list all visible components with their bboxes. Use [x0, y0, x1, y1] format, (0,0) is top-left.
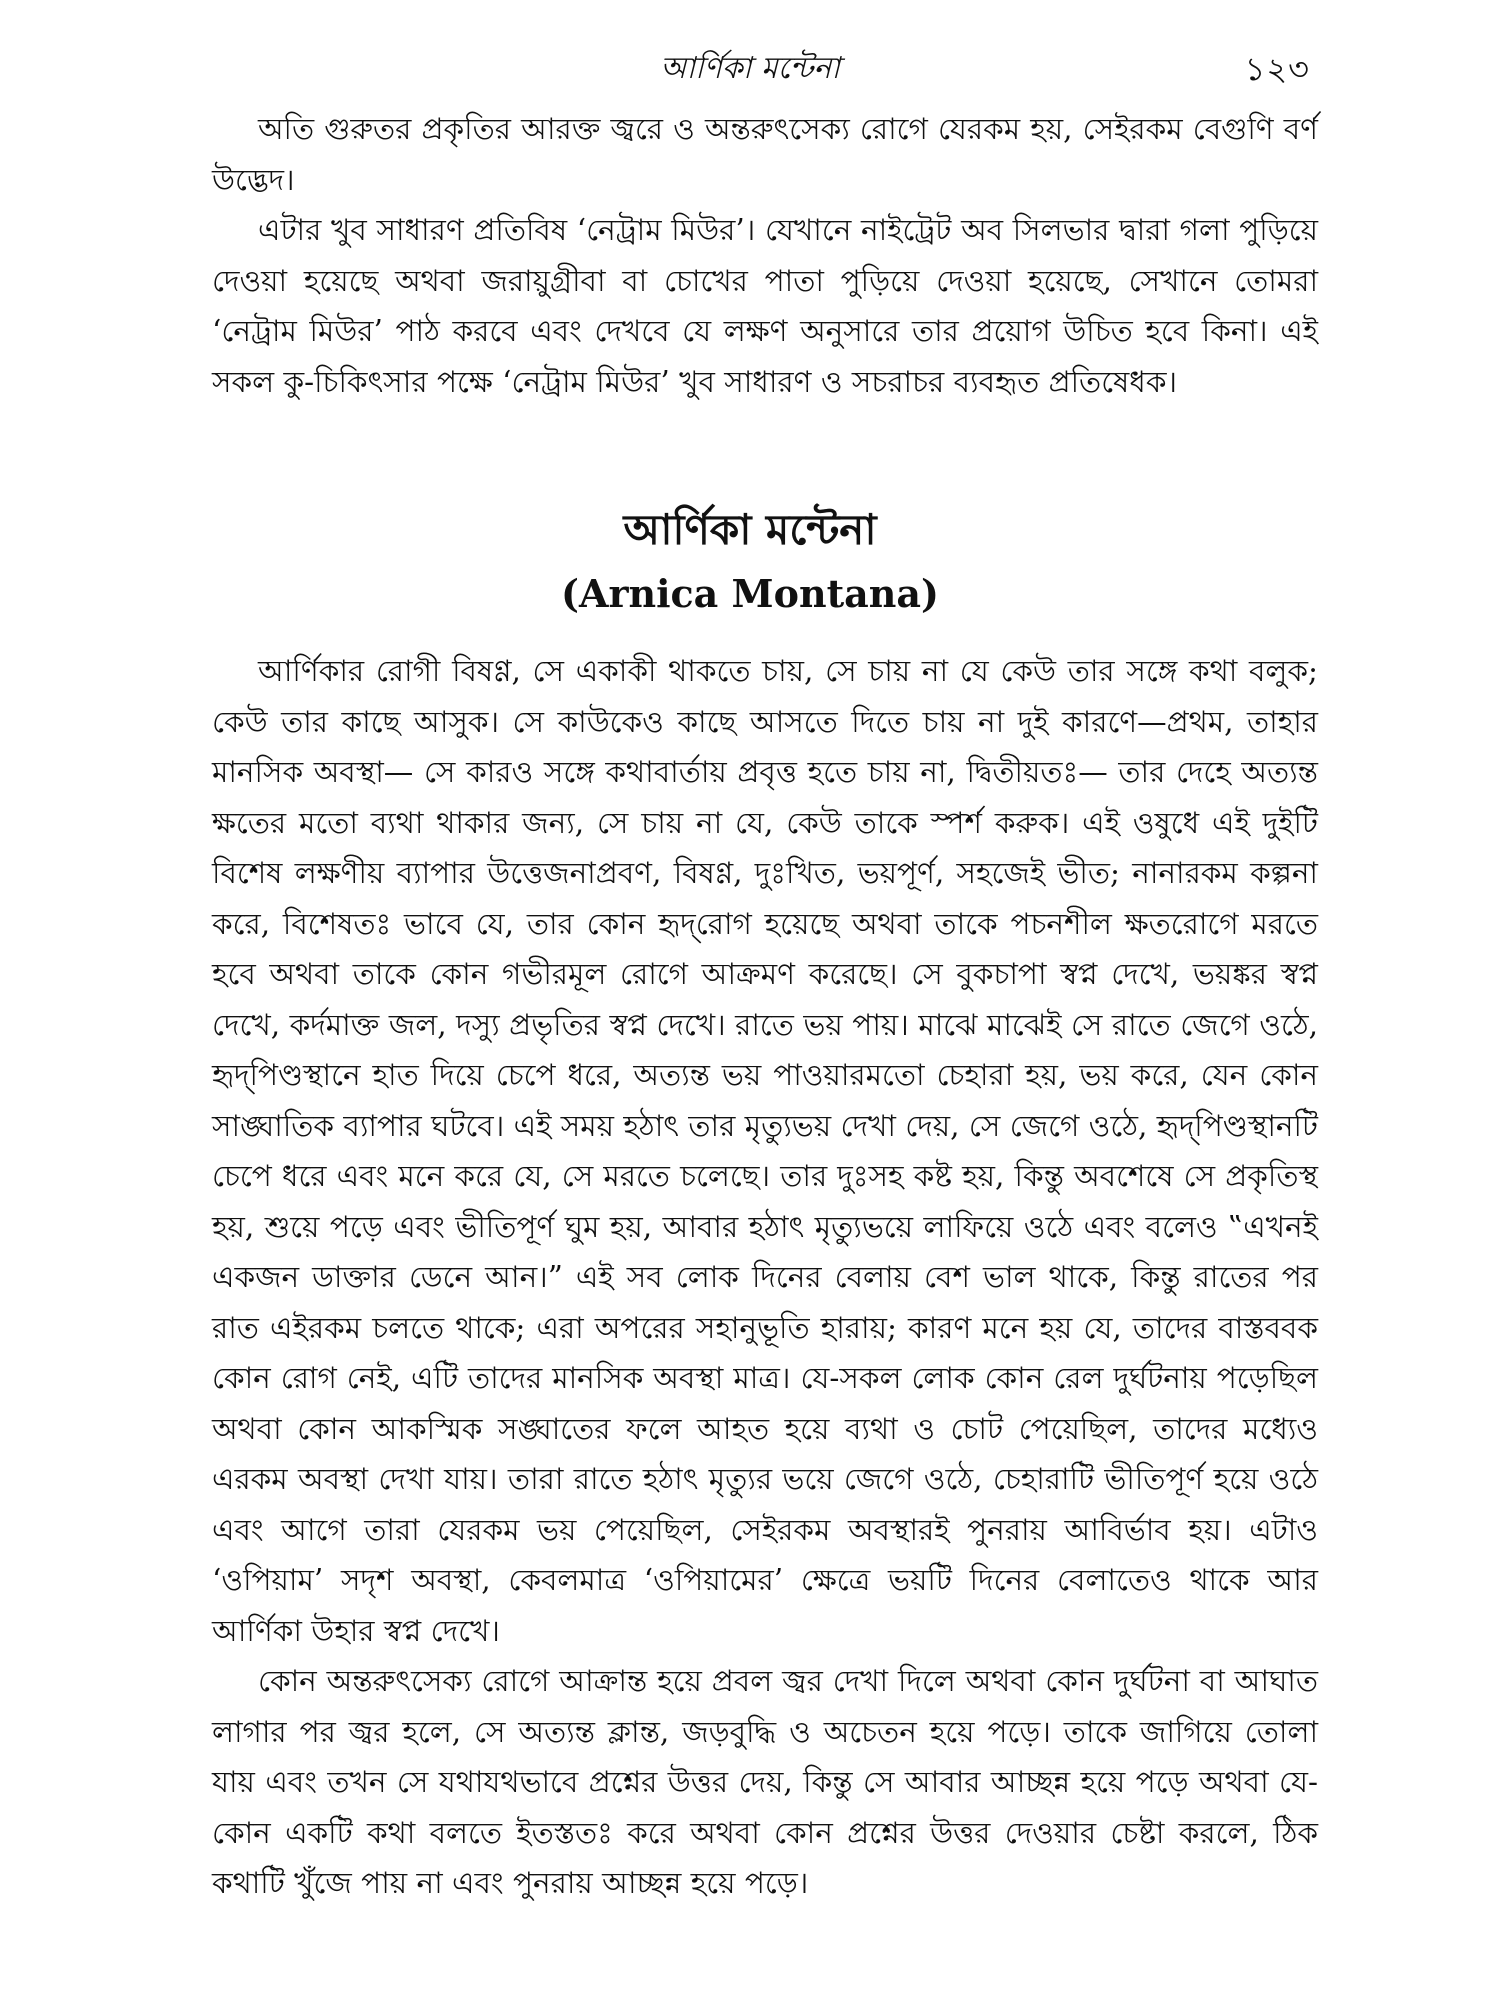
- section-title-bengali: আর্ণিকা মন্টেনা: [623, 505, 877, 554]
- section-paragraph: কোন অন্তরুৎসেক্য রোগে আক্রান্ত হয়ে প্রবল জ্বর দেখা দিলে অথবা কোন দুর্ঘটনা বা আঘাত লাগার পর জ্বর হলে, সে অত্যন্ত ক্লান্ত, জড়বুদ্ধি ও অচেতন হয়ে পড়ে। তাকে জাগিয়ে তোলা যায় এবং তখন সে যথাযথভাবে প্রশ্নের উত্তর দেয়, কিন্তু সে আবার আচ্ছন্ন হয়ে পড়ে অথবা যে-কোন একটি কথা বলতে ইতস্ততঃ করে অথবা কোন প্রশ্নের উত্তর দেওয়ার চেষ্টা করলে, ঠিক কথাটি খুঁজে পায় না এবং পুনরায় আচ্ছন্ন হয়ে পড়ে।: [212, 1664, 1318, 1900]
- intro-text-block: [212, 104, 1318, 407]
- running-header: [0, 44, 1500, 94]
- running-title: আর্ণিকা মন্টেনা: [660, 51, 840, 86]
- intro-paragraph: এটার খুব সাধারণ প্রতিবিষ ‘নেট্রাম মিউর’। যেখানে নাইট্রেট অব সিলভার দ্বারা গলা পুড়িয়ে দেওয়া হয়েছে অথবা জরায়ুগ্রীবা বা চোখের পাতা পুড়িয়ে দেওয়া হয়েছে, সেখানে তোমরা ‘নেট্রাম মিউর’ পাঠ করবে এবং দেখবে যে লক্ষণ অনুসারে তার প্রয়োগ উচিত হবে কিনা। এই সকল কু-চিকিৎসার পক্ষে ‘নেট্রাম মিউর’ খুব সাধারণ ও সচরাচর ব্যবহৃত প্রতিষেধক।: [212, 213, 1318, 399]
- section-paragraph: আর্ণিকার রোগী বিষণ্ণ, সে একাকী থাকতে চায়, সে চায় না যে কেউ তার সঙ্গে কথা বলুক; কেউ তার কাছে আসুক। সে কাউকেও কাছে আসতে দিতে চায় না দুই কারণে—প্রথম, তাহার মানসিক অবস্থা— সে কারও সঙ্গে কথাবার্তায় প্রবৃত্ত হতে চায় না, দ্বিতীয়তঃ— তার দেহে অত্যন্ত ক্ষতের মতো ব্যথা থাকার জন্য, সে চায় না যে, কেউ তাকে স্পর্শ করুক। এই ওষুধে এই দুইটি বিশেষ লক্ষণীয় ব্যাপার উত্তেজনাপ্রবণ, বিষণ্ণ, দুঃখিত, ভয়পূর্ণ, সহজেই ভীত; নানারকম কল্পনা করে, বিশেষতঃ ভাবে যে, তার কোন হৃদ্‌রোগ হয়েছে অথবা তাকে পচনশীল ক্ষতরোগে মরতে হবে অথবা তাকে কোন গভীরমূল রোগে আক্রমণ করেছে। সে বুকচাপা স্বপ্ন দেখে, ভয়ঙ্কর স্বপ্ন দেখে, কর্দমাক্ত জল, দস্যু প্রভৃতির স্বপ্ন দেখে। রাতে ভয় পায়। মাঝে মাঝেই সে রাতে জেগে ওঠে, হৃদ্‌পিণ্ডস্থানে হাত দিয়ে চেপে ধরে, অত্যন্ত ভয় পাওয়ারমতো চেহারা হয়, ভয় করে, যেন কোন সাঙ্ঘাতিক ব্যাপার ঘটবে। এই সময় হঠাৎ তার মৃত্যুভয় দেখা দেয়, সে জেগে ওঠে, হৃদ্‌পিণ্ডস্থানটি চেপে ধরে এবং মনে করে যে, সে মরতে চলেছে। তার দুঃসহ কষ্ট হয়, কিন্তু অবশেষে সে প্রকৃতিস্থ হয়, শুয়ে পড়ে এবং ভীতিপূর্ণ ঘুম হয়, আবার হঠাৎ মৃত্যুভয়ে লাফিয়ে ওঠে এবং বলেও ‟এখনই একজন ডাক্তার ডেনে আন।” এই সব লোক দিনের বেলায় বেশ ভাল থাকে, কিন্তু রাতের পর রাত এইরকম চলতে থাকে; এরা অপরের সহানুভূতি হারায়; কারণ মনে হয় যে, তাদের বাস্তববক কোন রোগ নেই, এটি তাদের মানসিক অবস্থা মাত্র। যে-সকল লোক কোন রেল দুর্ঘটনায় পড়েছিল অথবা কোন আকস্মিক সঙ্ঘাতের ফলে আহত হয়ে ব্যথা ও চোট পেয়েছিল, তাদের মধ্যেও এরকম অবস্থা দেখা যায়। তারা রাতে হঠাৎ মৃত্যুর ভয়ে জেগে ওঠে, চেহারাটি ভীতিপূর্ণ হয়ে ওঠে এবং আগে তারা যেরকম ভয় পেয়েছিল, সেইরকম অবস্থারই পুনরায় আবির্ভাব হয়। এটাও ‘ওপিয়াম’ সদৃশ অবস্থা, কেবলমাত্র ‘ওপিয়ামের’ ক্ষেত্রে ভয়টি দিনের বেলাতেও থাকে আর আর্ণিকা উহার স্বপ্ন দেখে।: [212, 654, 1318, 1648]
- page-number: ১২৩: [1244, 50, 1310, 88]
- intro-paragraph: অতি গুরুতর প্রকৃতির আরক্ত জ্বরে ও অন্তরুৎসেক্য রোগে যেরকম হয়, সেইরকম বেগুণি বর্ণ উদ্ভেদ।: [212, 112, 1318, 197]
- section-title-english: (Arnica Montana): [561, 571, 939, 616]
- section-text-block: [212, 646, 1318, 1909]
